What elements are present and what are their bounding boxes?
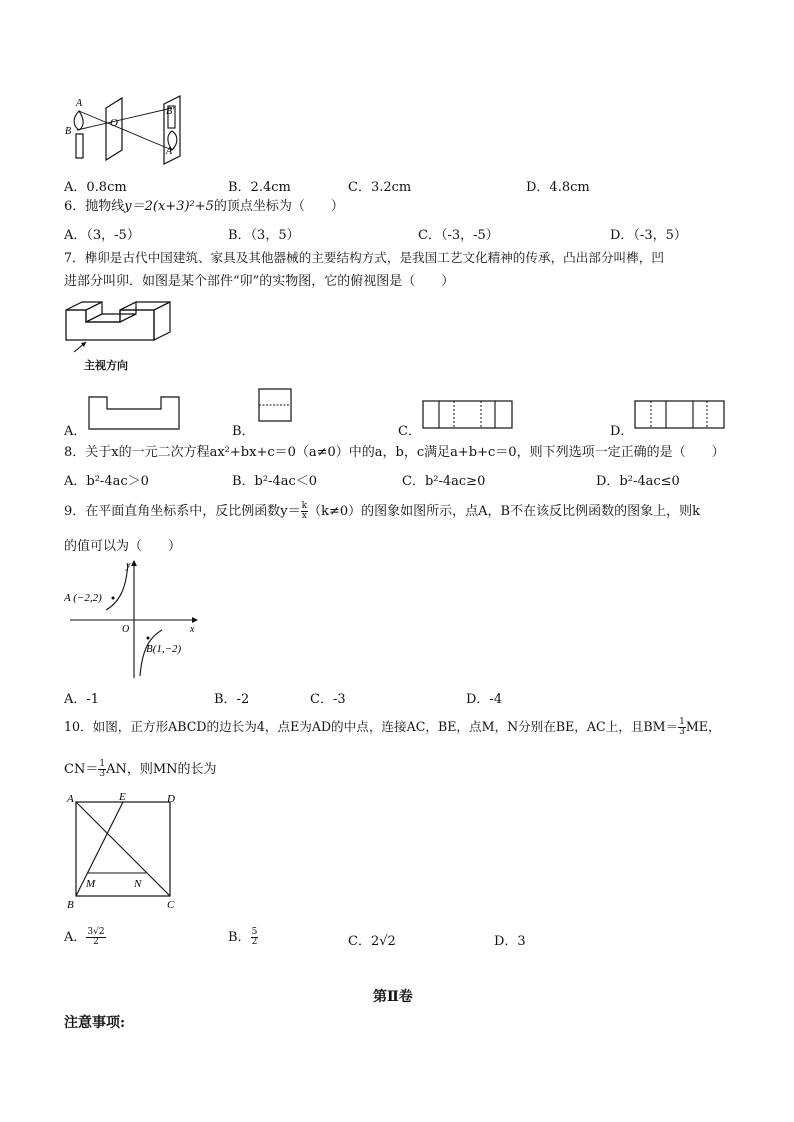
q9-frac-den: x	[301, 511, 307, 521]
q9-stem-prefix: 9．在平面直角坐标系中，反比例函数y＝	[64, 504, 301, 519]
q6-stem-prefix: 6．抛物线	[64, 199, 125, 214]
q10-fraction-2	[98, 760, 106, 779]
q10-option-b[interactable]	[228, 926, 258, 947]
q9-stem-line1	[64, 502, 700, 521]
q10-stem-line1	[64, 718, 721, 737]
q9-option-a[interactable]: A．-1	[64, 692, 100, 707]
label-d: D	[167, 793, 175, 805]
label-a: A	[67, 793, 74, 805]
label-c: C	[167, 899, 175, 911]
q6-option-b[interactable]: B．（3，5）	[228, 228, 300, 243]
q10-line2-prefix: CN＝	[64, 762, 99, 777]
q7-option-a[interactable]: A．	[64, 424, 87, 439]
q8-stem: 8．关于x的一元二次方程ax²+bx+c＝0（a≠0）中的a，b，c满足a+b+c＝0，则下列选项一定正确的是（ ）	[64, 445, 725, 460]
q7-option-a-figure[interactable]	[88, 396, 180, 430]
q9-stem-line2: 的值可以为（ ）	[64, 539, 182, 554]
q6-option-a[interactable]: A．（3，-5）	[64, 228, 140, 243]
candle-flame	[74, 111, 83, 130]
q10-frac2-den: 3	[99, 769, 106, 779]
q8-option-b[interactable]: B．b²-4ac＜0	[232, 474, 318, 489]
q7-stem-line1: 7．榫卯是古代中国建筑、家具及其他器械的主要结构方式，是我国工艺文化精神的传承，凸出部分叫榫，凹	[64, 250, 664, 265]
q10-frac1-den: 3	[679, 727, 685, 737]
point-b	[147, 637, 150, 640]
notice-heading: 注意事项:	[64, 1015, 126, 1031]
point-b-label: B(1,−2)	[146, 643, 182, 655]
pinhole-screen	[106, 98, 122, 160]
square-figure	[64, 792, 188, 914]
q9-option-c[interactable]: C．-3	[310, 692, 346, 707]
q10-option-d[interactable]: D．3	[494, 934, 526, 949]
q7-option-b[interactable]: B．	[232, 424, 255, 439]
label-b: B	[65, 126, 72, 137]
q10-option-b-den: 2	[251, 937, 258, 947]
q10-option-a-den: 2	[93, 937, 99, 947]
q5-option-d[interactable]: D．4.8cm	[526, 180, 590, 195]
q10-option-a-num: 3√2	[87, 927, 105, 937]
q8-option-d[interactable]: D．b²-4ac≤0	[596, 474, 680, 489]
label-m: M	[86, 878, 96, 890]
q10-frac1-num: 1	[679, 717, 685, 727]
segment-be	[76, 802, 123, 896]
label-o: O	[110, 117, 118, 129]
label-b: B	[67, 899, 74, 911]
point-a	[112, 597, 115, 600]
q6-option-c[interactable]: C．（-3，-5）	[418, 228, 499, 243]
q9-option-b[interactable]: B．-2	[214, 692, 250, 707]
q8-option-c[interactable]: C．b²-4ac≥0	[402, 474, 486, 489]
pinhole-figure	[62, 94, 192, 166]
q10-stem-part2: ME，	[685, 719, 721, 734]
q10-option-a[interactable]	[64, 926, 106, 947]
label-b-prime: B'	[166, 106, 175, 117]
q6-option-d[interactable]: D．（-3，5）	[610, 228, 687, 243]
q6-stem	[64, 198, 344, 216]
q8-option-a[interactable]: A．b²-4ac＞0	[64, 474, 149, 489]
mortise-3d-figure	[62, 298, 182, 354]
label-n: N	[134, 878, 142, 890]
axis-label-y: y	[126, 560, 131, 571]
q6-formula: y＝2(x+3)²+5	[124, 199, 214, 214]
q7-option-c-figure[interactable]	[422, 400, 514, 430]
label-a-prime: A'	[166, 146, 175, 157]
q10-stem-part1: 10．如图，正方形ABCD的边长为4，点E为AD的中点，连接AC，BE，点M，N分别在BE，AC上，且BM＝	[64, 719, 679, 734]
q5-option-b[interactable]: B．2.4cm	[228, 180, 291, 195]
origin-label: O	[122, 624, 130, 635]
q10-option-a-label: A．	[64, 930, 87, 945]
q10-stem-line2	[64, 760, 217, 779]
hyperbola-graph	[64, 558, 204, 682]
q10-option-b-num: 5	[251, 927, 258, 937]
q5-option-c[interactable]: C．3.2cm	[348, 180, 412, 195]
q9-fraction	[301, 502, 308, 521]
q7-option-b-figure[interactable]	[258, 388, 294, 424]
q9-option-d[interactable]: D．-4	[466, 692, 503, 707]
candle-body	[76, 134, 83, 158]
q7-stem-line2: 进部分叫卯．如图是某个部件“卯”的实物图，它的俯视图是（ ）	[64, 274, 455, 289]
axis-label-x: x	[190, 624, 195, 635]
q10-line2-suffix: AN，则MN的长为	[106, 762, 217, 777]
q5-option-a[interactable]: A．0.8cm	[64, 180, 127, 195]
q10-option-c[interactable]: C．2√2	[348, 934, 396, 949]
q9-frac-num: k	[301, 501, 308, 511]
label-e: E	[119, 792, 126, 803]
q9-stem-suffix: （k≠0）的图象如图所示，点A，B不在该反比例函数的图象上，则k	[308, 504, 700, 519]
q10-fraction-1	[678, 718, 686, 737]
q10-option-b-label: B．	[228, 930, 251, 945]
hyperbola-branch-q2	[106, 564, 128, 610]
section-title: 第Ⅱ卷	[373, 989, 413, 1005]
q7-view-direction-label: 主视方向	[84, 359, 128, 372]
q7-option-d[interactable]: D．	[610, 424, 634, 439]
label-a: A	[76, 98, 83, 109]
q10-option-a-fraction	[86, 928, 105, 947]
point-a-label: A (−2,2)	[64, 592, 102, 604]
q6-stem-suffix: 的顶点坐标为（ ）	[213, 199, 344, 214]
q7-option-d-figure[interactable]	[634, 400, 726, 430]
q10-frac2-num: 1	[99, 759, 106, 769]
q10-option-b-fraction	[251, 928, 259, 947]
q7-option-c[interactable]: C．	[398, 424, 421, 439]
